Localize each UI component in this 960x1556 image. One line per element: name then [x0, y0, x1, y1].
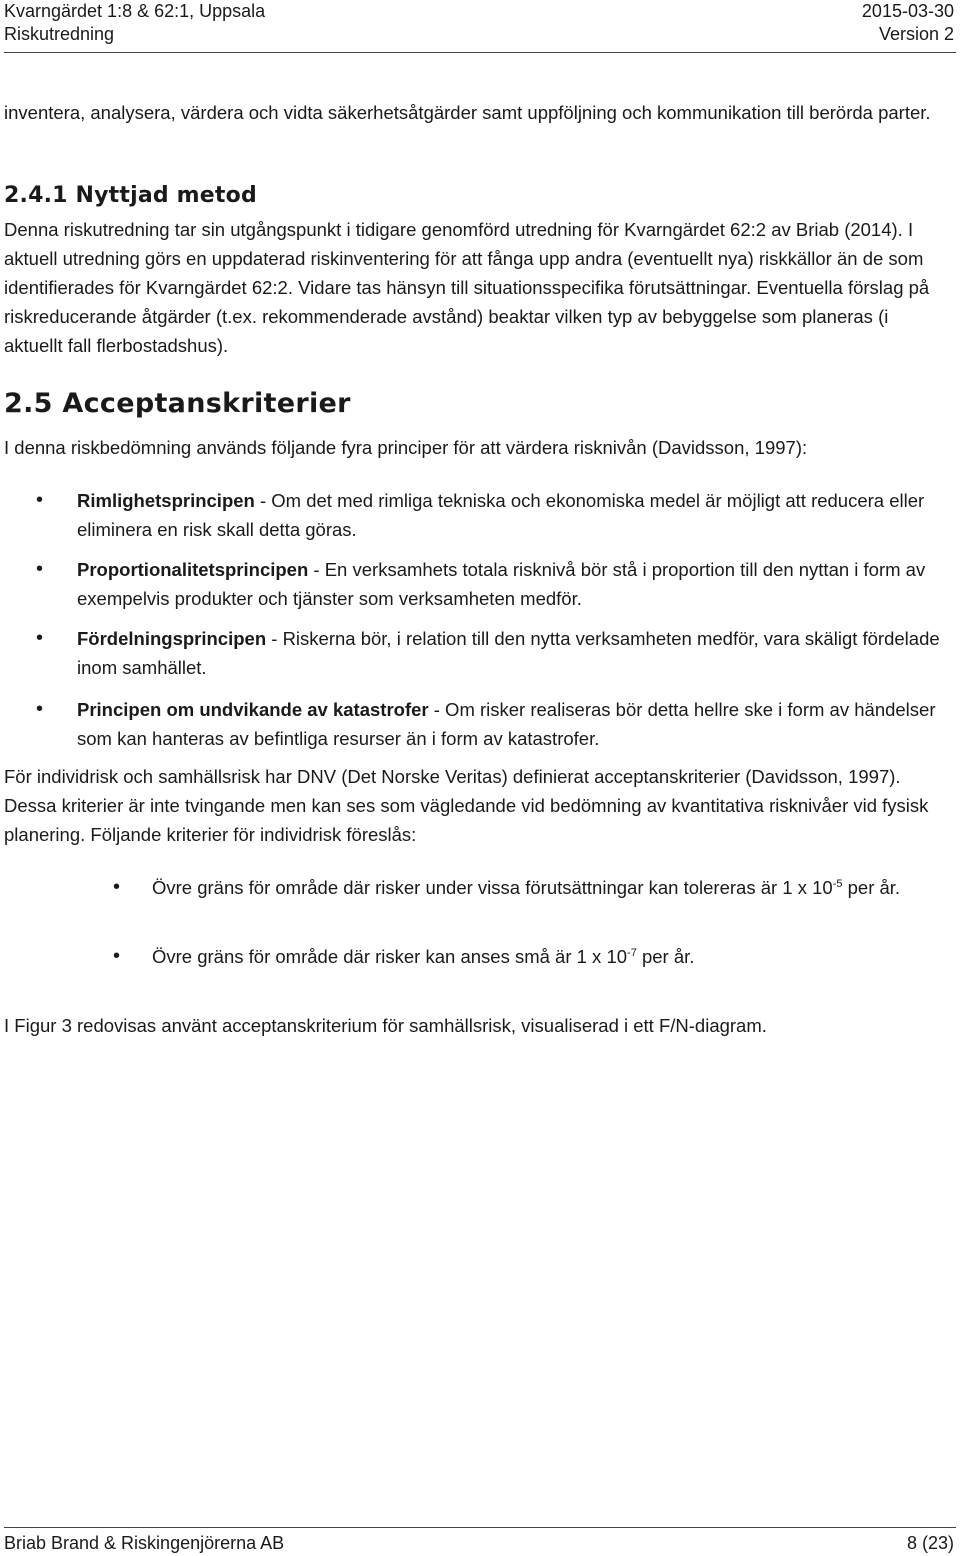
principle-item: [0, 486, 955, 544]
footer-company: Briab Brand & Riskingenjörerna AB: [4, 1533, 285, 1553]
criterion-suffix: per år.: [636, 946, 695, 967]
footer: [4, 1532, 954, 1554]
figure-reference: I Figur 3 redovisas använt acceptanskriterium för samhällsrisk, visualiserad i ett F/N-diagram.: [4, 1015, 767, 1036]
principle-name: Proportionalitetsprincipen: [77, 559, 309, 580]
criterion-item: [0, 873, 955, 902]
criterion-exponent: -7: [627, 946, 637, 959]
principle-item: [0, 624, 955, 682]
header-row-1: [4, 0, 954, 22]
header-project: Kvarngärdet 1:8 & 62:1, Uppsala: [4, 1, 266, 21]
header-date: 2015-03-30: [861, 1, 954, 21]
principle-item: [0, 555, 955, 613]
dnv-paragraph: För individrisk och samhällsrisk har DNV (Det Norske Veritas) definierat acceptanskriterier (Davidsson, 1997). Dessa kriterier är inte tvingande men kan ses som vägledande vid bedömning av kvantitativa risknivåer vid fysisk planering. Följande kriterier för individrisk föreslås:: [4, 766, 929, 845]
criterion-text: Övre gräns för område där risker kan anses små är 1 x 10: [152, 946, 628, 967]
intro-paragraph: inventera, analysera, värdera och vidta säkerhetsåtgärder samt uppföljning och kommunikation till berörda parter.: [4, 102, 931, 123]
method-paragraph: Denna riskutredning tar sin utgångspunkt i tidigare genomförd utredning för Kvarngärdet 62:2 av Briab (2014). I aktuell utredning görs en uppdaterad riskinventering för att fånga upp andra (eventuellt nya) riskkällor än de som identifierades för Kvarngärdet 62:2. Vidare tas hänsyn till situationsspecifika förutsättningar. Eventuella förslag på riskreducerande åtgärder (t.ex. rekommenderade avstånd) beaktar vilken typ av bebyggelse som planeras (i aktuellt fall flerbostadshus).: [4, 219, 930, 356]
criterion-text: Övre gräns för område där risker under vissa förutsättningar kan tolereras är 1 x 10: [152, 877, 833, 898]
bullet-icon: •: [36, 627, 44, 649]
bullet-icon: •: [36, 489, 44, 511]
section-heading-2-5: 2.5 Acceptanskriterier: [4, 388, 351, 419]
principle-name: Rimlighetsprincipen: [77, 490, 255, 511]
header-row-2: [4, 23, 954, 45]
bullet-icon: •: [36, 698, 44, 720]
principle-name: Fördelningsprincipen: [77, 628, 267, 649]
principle-item: [0, 695, 955, 753]
criterion-item: [0, 942, 955, 971]
bullet-icon: •: [113, 945, 121, 967]
principle-desc: - Om det med rimliga tekniska och ekonomiska medel är möjligt att reducera eller eliminera en risk skall detta göras.: [77, 490, 925, 540]
criterion-suffix: per år.: [842, 877, 901, 898]
bullet-icon: •: [36, 558, 44, 580]
section-heading-2-4-1: 2.4.1 Nyttjad metod: [4, 183, 257, 208]
bullet-icon: •: [113, 876, 121, 898]
header-version: Version 2: [878, 24, 954, 44]
footer-page-number: 8 (23): [906, 1533, 954, 1553]
header-divider: [4, 52, 956, 53]
principle-desc: - Om risker realiseras bör detta hellre ske i form av händelser som kan hanteras av befintliga resurser än i form av katastrofer.: [77, 699, 936, 749]
principle-desc: - En verksamhets totala risknivå bör stå i proportion till den nyttan i form av exempelvis produkter och tjänster som verksamheten medför.: [77, 559, 926, 609]
criterion-exponent: -5: [832, 877, 843, 890]
principle-desc: - Riskerna bör, i relation till den nytta verksamheten medför, vara skäligt fördelade inom samhället.: [77, 628, 940, 678]
header-doc-type: Riskutredning: [4, 24, 115, 44]
principle-name: Principen om undvikande av katastrofer: [77, 699, 429, 720]
principles-intro: I denna riskbedömning används följande fyra principer för att värdera risknivån (Davidsson, 1997):: [4, 437, 808, 458]
footer-divider: [4, 1527, 956, 1528]
